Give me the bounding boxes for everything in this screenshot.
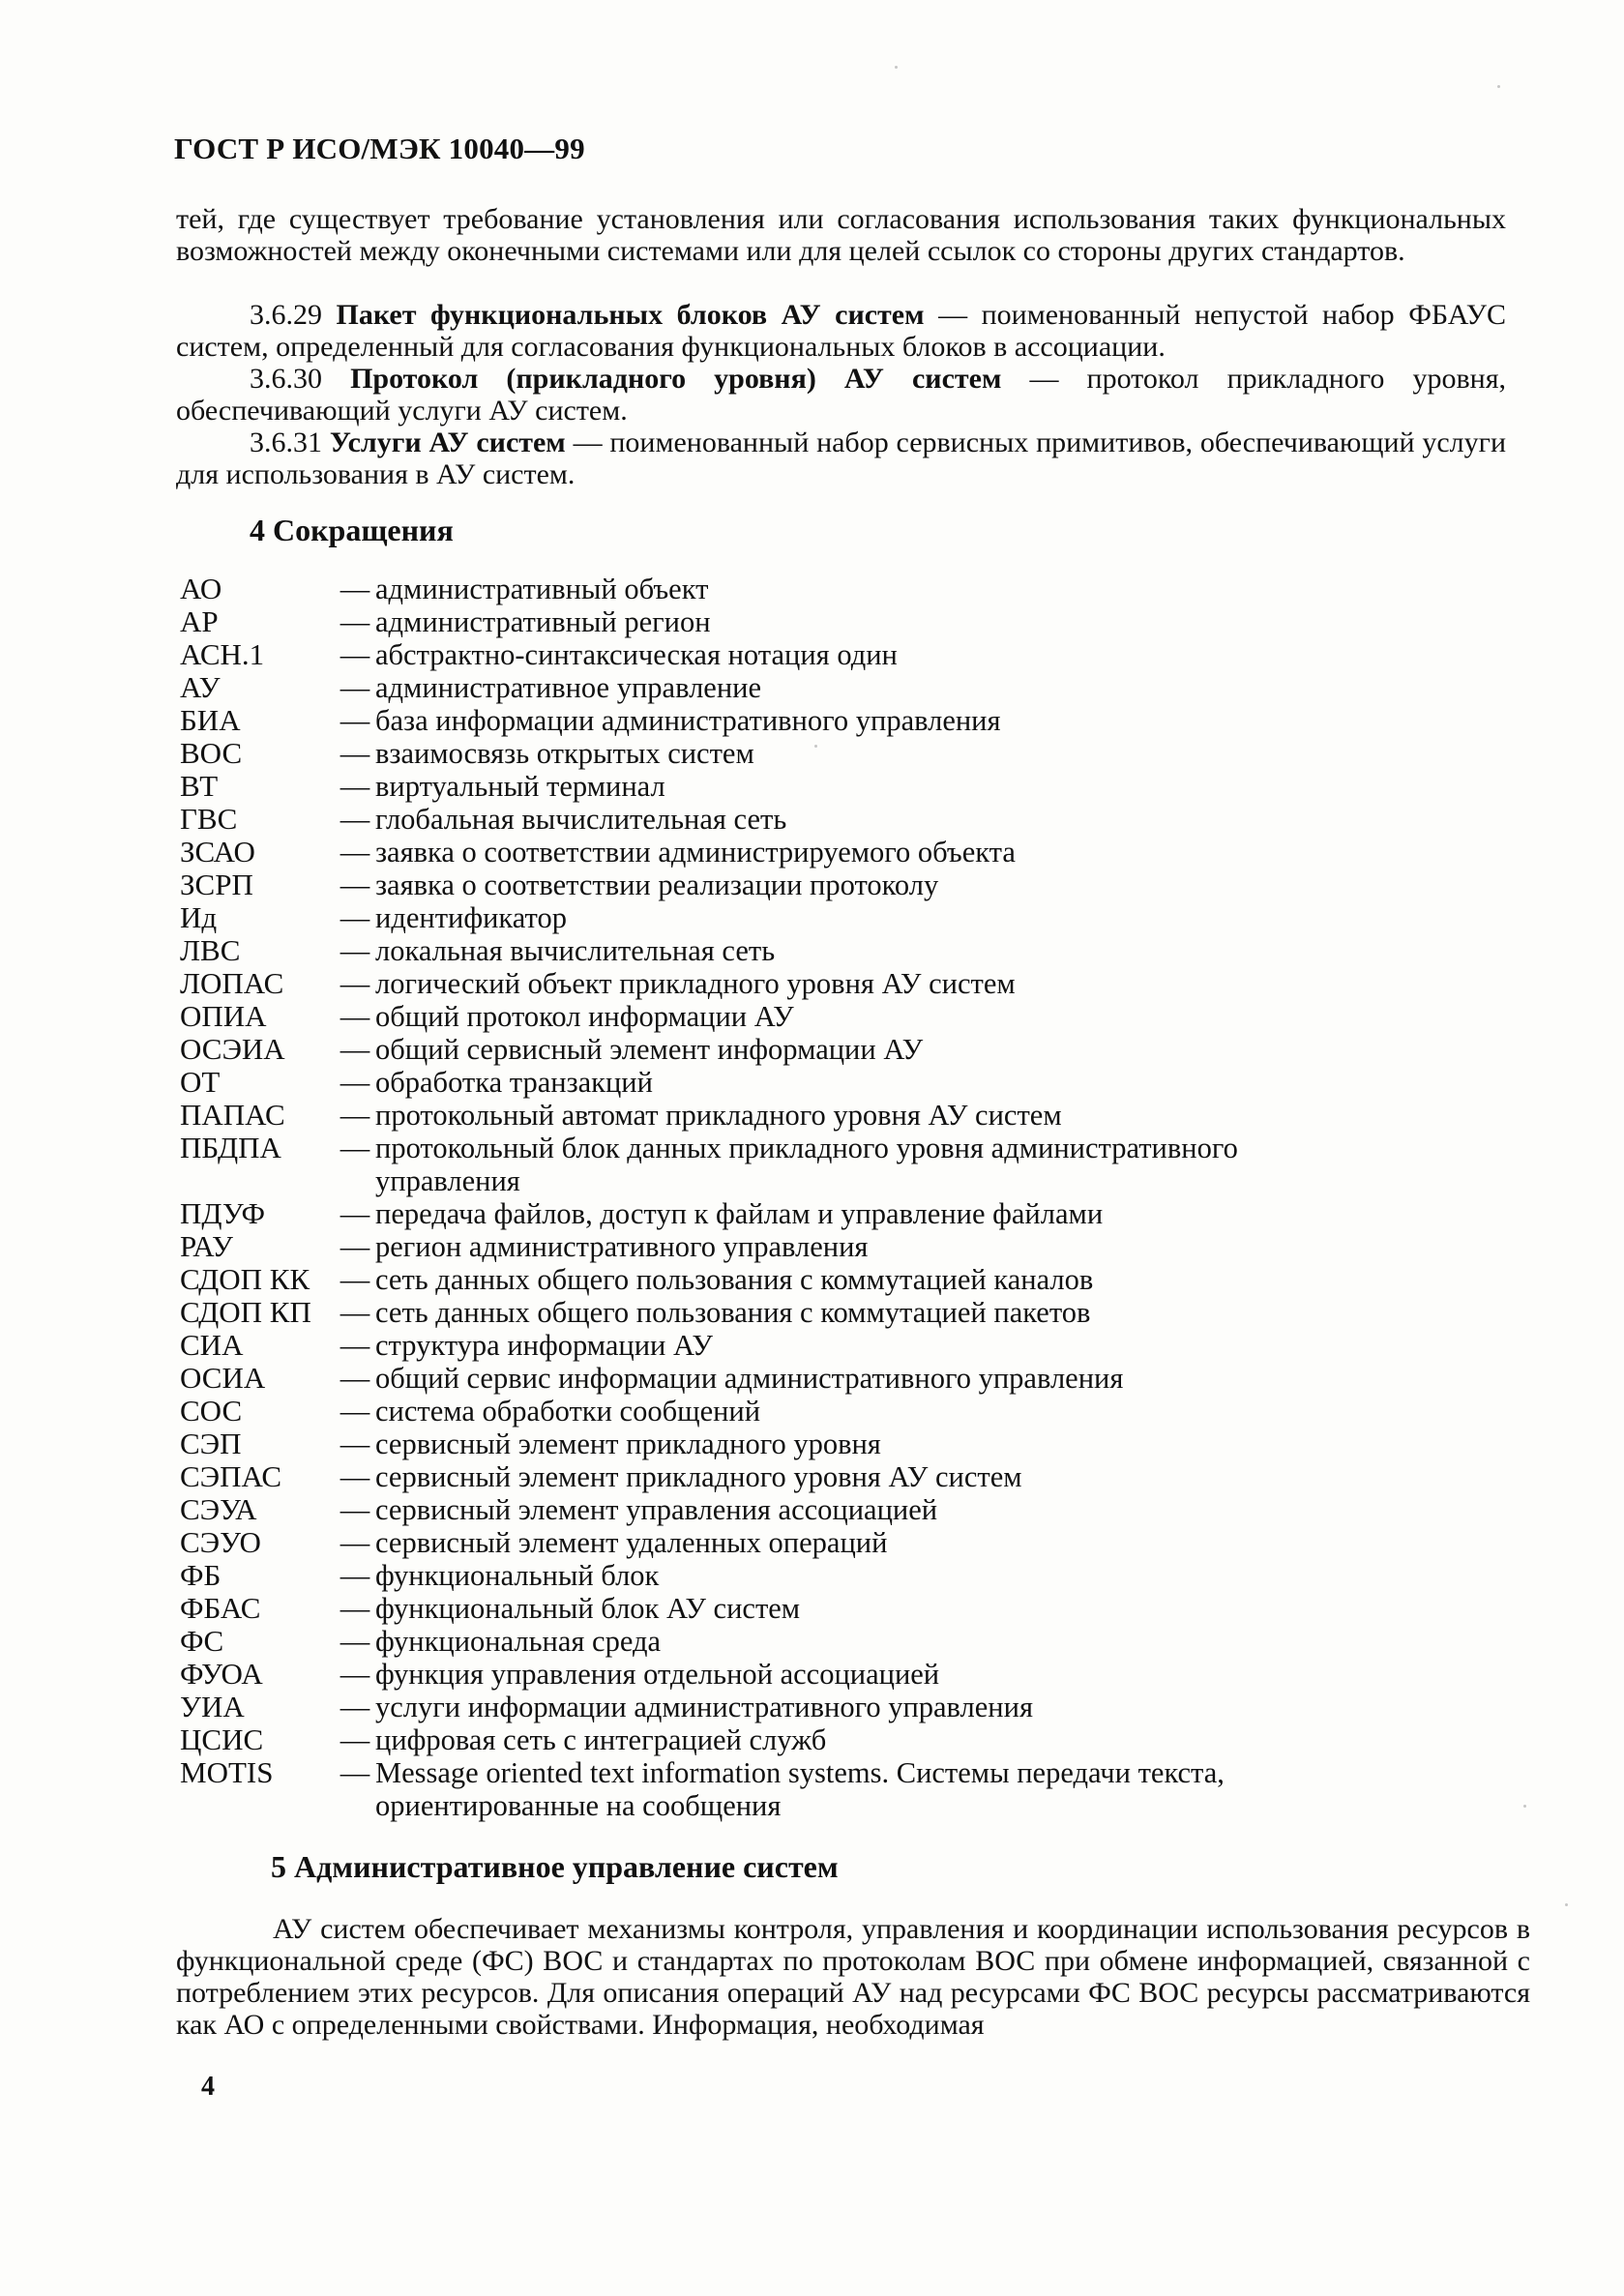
em-dash-separator: — xyxy=(340,1559,370,1592)
definition-line: функция управления отдельной ассоциацией xyxy=(375,1658,940,1691)
abbreviation-row xyxy=(180,1230,1534,1263)
abbreviation-code: ЦСИС xyxy=(180,1722,264,1756)
abbreviation-definition xyxy=(375,1066,1534,1099)
abbreviation-row xyxy=(180,671,1534,704)
definition-line: структура информации АУ xyxy=(375,1329,713,1362)
definition-line: сервисный элемент прикладного уровня АУ систем xyxy=(375,1460,1022,1493)
abbreviation-row xyxy=(180,704,1534,737)
abbreviation-row xyxy=(180,1033,1534,1066)
definition-3-6-31 xyxy=(176,427,1506,490)
abbreviation-definition xyxy=(375,1526,1534,1559)
abbreviation-code: ЗСАО xyxy=(180,835,255,868)
em-dash-separator: — xyxy=(340,1493,370,1526)
abbreviation-code: ОТ xyxy=(180,1065,221,1099)
abbreviation-code: СИА xyxy=(180,1328,244,1362)
abbreviation-definition xyxy=(375,1723,1534,1756)
abbreviation-row xyxy=(180,1197,1534,1230)
abbreviation-definition xyxy=(375,868,1534,901)
em-dash-separator: — xyxy=(340,1066,370,1099)
definition-line: регион административного управления xyxy=(375,1230,869,1263)
em-dash-separator: — xyxy=(340,803,370,836)
abbreviation-row xyxy=(180,1493,1534,1526)
abbreviation-code: ФБАС xyxy=(180,1591,261,1625)
abbreviation-definition xyxy=(375,770,1534,803)
em-dash-separator: — xyxy=(340,1230,370,1263)
definition-line: логический объект прикладного уровня АУ систем xyxy=(375,967,1016,1000)
abbreviation-row xyxy=(180,1362,1534,1395)
abbreviation-code: СЭПАС xyxy=(180,1459,282,1493)
em-dash-separator: — xyxy=(340,1132,370,1164)
em-dash-separator: — xyxy=(340,1625,370,1658)
definition-line: функциональный блок xyxy=(375,1559,660,1592)
abbreviation-code: БИА xyxy=(180,703,241,737)
abbreviation-definition xyxy=(375,1033,1534,1066)
definition-line: идентификатор xyxy=(375,901,567,934)
definition-line: база информации административного управления xyxy=(375,704,1001,737)
abbreviation-code: ОСЭИА xyxy=(180,1032,285,1066)
abbreviation-row xyxy=(180,1132,1534,1197)
abbreviation-definition xyxy=(375,605,1534,638)
definition-line: общий протокол информации АУ xyxy=(375,1000,794,1033)
abbreviation-definition xyxy=(375,1592,1534,1625)
definition-line: функциональная среда xyxy=(375,1625,662,1658)
abbreviation-row xyxy=(180,638,1534,671)
definition-line: сеть данных общего пользования с коммутацией пакетов xyxy=(375,1296,1091,1329)
abbreviation-code: ЗСРП xyxy=(180,868,253,901)
abbreviation-row xyxy=(180,1691,1534,1723)
abbreviation-definition xyxy=(375,836,1534,868)
intro-paragraph xyxy=(176,203,1506,267)
em-dash-separator: — xyxy=(340,1296,370,1329)
definition-line: абстрактно-синтаксическая нотация один xyxy=(375,638,898,671)
definition-term: Протокол (прикладного уровня) АУ систем xyxy=(350,363,1002,395)
abbreviation-code: АО xyxy=(180,572,222,605)
em-dash-separator: — xyxy=(340,1329,370,1362)
section-5-text: АУ систем обеспечивает механизмы контроля, управления и координации использования ресурсов в функциональной среде (ФС) ВОС и стандартах по протоколам ВОС при обмене информацией, связанной с потреблением этих ресурсов. Для описания операций АУ над ресурсами ФС ВОС ресурсы рассматриваются как АО с определенными свойствами. Информация, необходимая xyxy=(176,1913,1530,2041)
abbreviation-definition xyxy=(375,1230,1534,1263)
definition-text: — поименованный непустой набор ФБАУС систем, определенный для согласования функциональных блоков в ассоциации. xyxy=(176,299,1507,363)
em-dash-separator: — xyxy=(340,934,370,967)
abbreviation-code: ЛВС xyxy=(180,933,241,967)
em-dash-separator: — xyxy=(340,1000,370,1033)
em-dash-separator: — xyxy=(340,1756,370,1789)
em-dash-separator: — xyxy=(340,1033,370,1066)
abbreviation-definition xyxy=(375,1428,1534,1460)
abbreviation-code: ПБДПА xyxy=(180,1131,281,1164)
abbreviation-code: СДОП КК xyxy=(180,1262,310,1296)
abbreviation-row xyxy=(180,934,1534,967)
em-dash-separator: — xyxy=(340,1658,370,1691)
em-dash-separator: — xyxy=(340,671,370,704)
abbreviation-definition xyxy=(375,1362,1534,1395)
abbreviation-code: ФУОА xyxy=(180,1657,263,1691)
definition-line: функциональный блок АУ систем xyxy=(375,1592,801,1625)
em-dash-separator: — xyxy=(340,1395,370,1428)
abbreviation-definition xyxy=(375,803,1534,836)
abbreviation-code: ВТ xyxy=(180,769,219,803)
abbreviation-row xyxy=(180,1263,1534,1296)
abbreviation-definition xyxy=(375,1263,1534,1296)
em-dash-separator: — xyxy=(340,901,370,934)
definition-term: Пакет функциональных блоков АУ систем xyxy=(336,299,925,331)
abbreviation-definition xyxy=(375,901,1534,934)
em-dash-separator: — xyxy=(340,1362,370,1395)
scan-speck xyxy=(814,745,817,748)
section-4-heading: 4 Сокращения xyxy=(250,513,454,547)
abbreviation-row xyxy=(180,605,1534,638)
abbreviation-code: СОС xyxy=(180,1394,243,1428)
abbreviation-definition xyxy=(375,737,1534,770)
definition-line: административный регион xyxy=(375,605,711,638)
abbreviation-row xyxy=(180,1723,1534,1756)
abbreviation-code: ФБ xyxy=(180,1558,221,1592)
page-number: 4 xyxy=(201,2072,215,2102)
definition-line: протокольный блок данных прикладного уровня административного xyxy=(375,1132,1238,1164)
abbreviation-definition xyxy=(375,1296,1534,1329)
abbreviation-definition xyxy=(375,1000,1534,1033)
abbreviations-list xyxy=(180,573,1534,1822)
abbreviation-row xyxy=(180,1526,1534,1559)
abbreviation-definition xyxy=(375,934,1534,967)
definition-line: глобальная вычислительная сеть xyxy=(375,803,787,836)
em-dash-separator: — xyxy=(340,1460,370,1493)
em-dash-separator: — xyxy=(340,737,370,770)
definition-line: общий сервисный элемент информации АУ xyxy=(375,1033,924,1066)
abbreviation-definition xyxy=(375,1625,1534,1658)
abbreviation-code: АУ xyxy=(180,670,221,704)
abbreviation-row xyxy=(180,803,1534,836)
em-dash-separator: — xyxy=(340,1197,370,1230)
em-dash-separator: — xyxy=(340,1592,370,1625)
definition-line: общий сервис информации административного управления xyxy=(375,1362,1124,1395)
abbreviation-definition xyxy=(375,1132,1534,1197)
definition-line: протокольный автомат прикладного уровня АУ систем xyxy=(375,1099,1062,1132)
definition-text: — протокол прикладного уровня, обеспечивающий услуги АУ систем. xyxy=(176,363,1506,427)
em-dash-separator: — xyxy=(340,1263,370,1296)
em-dash-separator: — xyxy=(340,704,370,737)
abbreviation-code: ЛОПАС xyxy=(180,966,284,1000)
em-dash-separator: — xyxy=(340,770,370,803)
abbreviation-row xyxy=(180,901,1534,934)
abbreviation-definition xyxy=(375,638,1534,671)
abbreviation-row xyxy=(180,737,1534,770)
definition-3-6-29 xyxy=(176,299,1506,363)
definition-line: Message oriented text information systems. Системы передачи текста, xyxy=(375,1756,1225,1789)
definition-line: услуги информации административного управления xyxy=(375,1691,1033,1723)
abbreviation-row xyxy=(180,1658,1534,1691)
definition-line: ориентированные на сообщения xyxy=(375,1789,782,1822)
definition-number: 3.6.29 xyxy=(250,299,322,331)
abbreviation-row xyxy=(180,1066,1534,1099)
abbreviation-code: MOTIS xyxy=(180,1755,274,1789)
abbreviation-row xyxy=(180,1625,1534,1658)
abbreviation-code: СЭП xyxy=(180,1427,242,1460)
abbreviation-definition xyxy=(375,1395,1534,1428)
em-dash-separator: — xyxy=(340,967,370,1000)
em-dash-separator: — xyxy=(340,1723,370,1756)
em-dash-separator: — xyxy=(340,638,370,671)
abbreviation-code: ОСИА xyxy=(180,1361,266,1395)
abbreviation-definition xyxy=(375,573,1534,605)
abbreviation-code: СЭУО xyxy=(180,1525,261,1559)
em-dash-separator: — xyxy=(340,605,370,638)
abbreviation-definition xyxy=(375,704,1534,737)
abbreviation-definition xyxy=(375,1493,1534,1526)
abbreviation-row xyxy=(180,1756,1534,1822)
scan-speck xyxy=(1497,85,1500,88)
abbreviation-row xyxy=(180,967,1534,1000)
abbreviation-code: СДОП КП xyxy=(180,1295,311,1329)
em-dash-separator: — xyxy=(340,1428,370,1460)
abbreviation-row xyxy=(180,1395,1534,1428)
abbreviation-definition xyxy=(375,967,1534,1000)
definition-line: административное управление xyxy=(375,671,762,704)
abbreviation-code: ФС xyxy=(180,1624,224,1658)
abbreviation-definition xyxy=(375,1559,1534,1592)
definition-term: Услуги АУ систем xyxy=(329,427,566,458)
abbreviation-code: АР xyxy=(180,604,219,638)
abbreviation-code: ПАПАС xyxy=(180,1098,285,1132)
abbreviation-row xyxy=(180,1428,1534,1460)
abbreviation-row xyxy=(180,573,1534,605)
abbreviation-definition xyxy=(375,1197,1534,1230)
definition-line: локальная вычислительная сеть xyxy=(375,934,776,967)
definition-line: система обработки сообщений xyxy=(375,1395,761,1428)
definition-line: передача файлов, доступ к файлам и управление файлами xyxy=(375,1197,1104,1230)
definition-line: сервисный элемент удаленных операций xyxy=(375,1526,888,1559)
definition-line: заявка о соответствии реализации протоколу xyxy=(375,868,939,901)
abbreviation-definition xyxy=(375,1460,1534,1493)
abbreviation-row xyxy=(180,1460,1534,1493)
em-dash-separator: — xyxy=(340,1526,370,1559)
abbreviation-definition xyxy=(375,671,1534,704)
abbreviation-code: Ид xyxy=(180,900,218,934)
abbreviation-code: ОПИА xyxy=(180,999,267,1033)
em-dash-separator: — xyxy=(340,836,370,868)
abbreviation-definition xyxy=(375,1658,1534,1691)
definition-line: сервисный элемент управления ассоциацией xyxy=(375,1493,938,1526)
em-dash-separator: — xyxy=(340,868,370,901)
abbreviation-definition xyxy=(375,1756,1534,1822)
abbreviation-row xyxy=(180,1000,1534,1033)
intro-text: тей, где существует требование установления или согласования использования таких функциональных возможностей между оконечными системами или для целей ссылок со стороны других стандартов. xyxy=(176,203,1506,267)
abbreviation-code: ВОС xyxy=(180,736,243,770)
definition-line: сеть данных общего пользования с коммутацией каналов xyxy=(375,1263,1094,1296)
em-dash-separator: — xyxy=(340,573,370,605)
abbreviation-definition xyxy=(375,1691,1534,1723)
abbreviation-code: РАУ xyxy=(180,1229,233,1263)
definition-line: обработка транзакций xyxy=(375,1066,653,1099)
em-dash-separator: — xyxy=(340,1099,370,1132)
abbreviation-row xyxy=(180,1559,1534,1592)
definition-number: 3.6.30 xyxy=(250,363,322,395)
abbreviation-code: АСН.1 xyxy=(180,637,265,671)
section-5-heading: 5 Административное управление систем xyxy=(271,1849,839,1884)
scan-speck xyxy=(1523,1805,1526,1808)
definition-line: управления xyxy=(375,1164,520,1197)
scan-speck xyxy=(1565,1903,1568,1906)
abbreviation-code: УИА xyxy=(180,1690,245,1723)
abbreviation-row xyxy=(180,836,1534,868)
abbreviation-row xyxy=(180,770,1534,803)
abbreviation-row xyxy=(180,868,1534,901)
abbreviation-row xyxy=(180,1296,1534,1329)
abbreviation-row xyxy=(180,1329,1534,1362)
definition-line: взаимосвязь открытых систем xyxy=(375,737,754,770)
abbreviation-code: ПДУФ xyxy=(180,1196,266,1230)
definition-line: административный объект xyxy=(375,573,709,605)
document-header: ГОСТ Р ИСО/МЭК 10040—99 xyxy=(174,132,585,165)
definition-number: 3.6.31 xyxy=(250,427,322,458)
definition-line: сервисный элемент прикладного уровня xyxy=(375,1428,881,1460)
definition-line: цифровая сеть с интеграцией служб xyxy=(375,1723,827,1756)
abbreviation-row xyxy=(180,1099,1534,1132)
abbreviation-code: ГВС xyxy=(180,802,238,836)
definition-line: заявка о соответствии администрируемого объекта xyxy=(375,836,1016,868)
definition-line: виртуальный терминал xyxy=(375,770,665,803)
scan-speck xyxy=(895,66,898,69)
definition-text: — поименованный набор сервисных примитивов, обеспечивающий услуги для использования в АУ систем. xyxy=(176,427,1507,490)
abbreviation-definition xyxy=(375,1329,1534,1362)
abbreviation-code: СЭУА xyxy=(180,1492,257,1526)
abbreviation-row xyxy=(180,1592,1534,1625)
section-5-paragraph xyxy=(176,1913,1530,2041)
em-dash-separator: — xyxy=(340,1691,370,1723)
definition-3-6-30 xyxy=(176,363,1506,427)
abbreviation-definition xyxy=(375,1099,1534,1132)
